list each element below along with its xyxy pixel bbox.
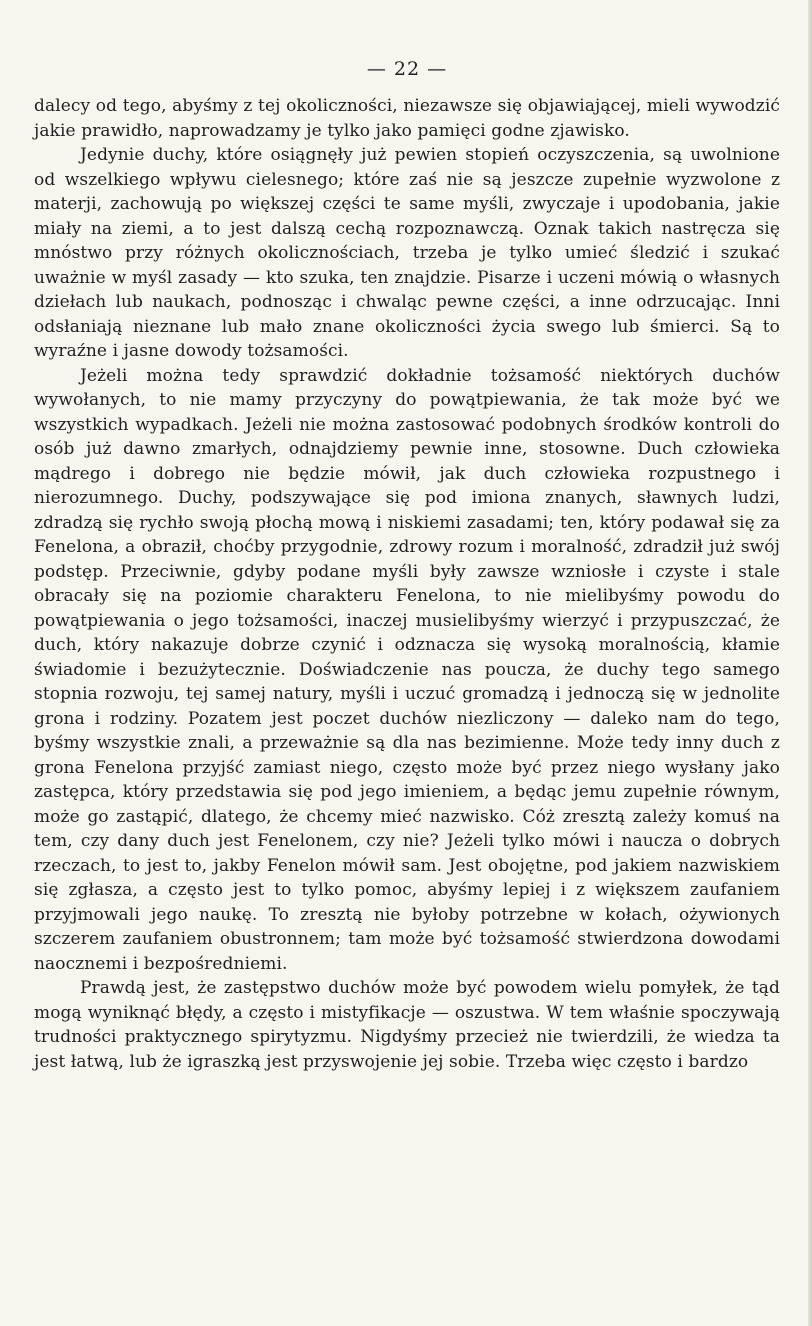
body-text [34,94,780,1074]
page-edge [808,0,812,1326]
page-number: — 22 — [366,58,448,80]
paragraph: Jeżeli można tedy sprawdzić dokładnie tożsamość niektórych duchów wywołanych, to nie mamy przyczyny do powątpiewania, że tak może być we wszystkich wypadkach. Jeżeli nie można zastosować podobnych środków kontroli do osób już dawno zmarłych, odnajdziemy pewnie inne, stosowne. Duch człowieka mądrego i dobrego nie będzie mówił, jak duch człowieka rozpustnego i nierozumnego. Duchy, podszywające się pod imiona znanych, sławnych ludzi, zdradzą się rychło swoją płochą mową i niskiemi zasadami; ten, który podawał się za Fenelona, a obraził, choćby przygodnie, zdrowy rozum i moralność, zdradził już swój podstęp. Przeciwnie, gdyby podane myśli były zawsze wzniosłe i czyste i stale obracały się na poziomie charakteru Fenelona, to nie mielibyśmy powodu do powątpiewania o jego tożsamości, inaczej musielibyśmy wierzyć i przypuszczać, że duch, który nakazuje dobrze czynić i odznacza się wysoką moralnością, kłamie świadomie i bezużytecznie. Doświadczenie nas poucza, że duchy tego samego stopnia rozwoju, tej samej natury, myśli i uczuć gromadzą i jednoczą się w jednolite grona i rodziny. Pozatem jest poczet duchów niezliczony — daleko nam do tego, byśmy wszystkie znali, a przeważnie są dla nas bezimienne. Może tedy inny duch z grona Fenelona przyjść zamiast niego, często może być przez niego wysłany jako zastępca, który przedstawia się pod jego imieniem, a będąc jemu zupełnie równym, może go zastąpić, dlatego, że chcemy mieć nazwisko. Cóż zresztą zależy komuś na tem, czy dany duch jest Fenelonem, czy nie? Jeżeli tylko mówi i naucza o dobrych rzeczach, to jest to, jakby Fenelon mówił sam. Jest obojętne, pod jakiem nazwiskiem się zgłasza, a często jest to tylko pomoc, abyśmy lepiej i z większem zaufaniem przyjmowali jego naukę. To zresztą nie byłoby potrzebne w kołach, ożywionych szczerem zaufaniem obustronnem; tam może być tożsamość stwierdzona dowodami naocznemi i bezpośredniemi. [34,365,780,974]
paragraph: Prawdą jest, że zastępstwo duchów może być powodem wielu pomyłek, że tąd mogą wyniknąć błędy, a często i mistyfikacje — oszustwa. W tem właśnie spoczywają trudności praktycznego spirytyzmu. Nigdyśmy przecież nie twierdzili, że wiedza ta jest łatwą, lub że igraszką jest przyswojenie jej sobie. Trzeba więc często i bardzo [34,978,780,1072]
paragraph: Jedynie duchy, które osiągnęły już pewien stopień oczyszczenia, są uwolnione od wszelkiego wpływu cielesnego; które zaś nie są jeszcze zupełnie wyzwolone z materji, zachowują po większej części te same myśli, zwyczaje i upodobania, jakie miały na ziemi, a to jest dalszą cechą rozpoznawczą. Oznak takich nastręcza się mnóstwo przy różnych okolicznościach, trzeba je tylko umieć śledzić i szukać uważnie w myśl zasady — kto szuka, ten znajdzie. Pisarze i uczeni mówią o własnych dziełach lub naukach, podnosząc i chwaląc pewne części, a inne odrzucając. Inni odsłaniają nieznane lub mało znane okoliczności życia swego lub śmierci. Są to wyraźne i jasne dowody tożsamości. [34,145,780,361]
paragraph-continuation: dalecy od tego, abyśmy z tej okoliczności, niezawsze się objawiającej, mieli wywodzić jakie prawidło, naprowadzamy je tylko jako pamięci godne zjawisko. [34,96,780,141]
book-page [34,58,780,1074]
